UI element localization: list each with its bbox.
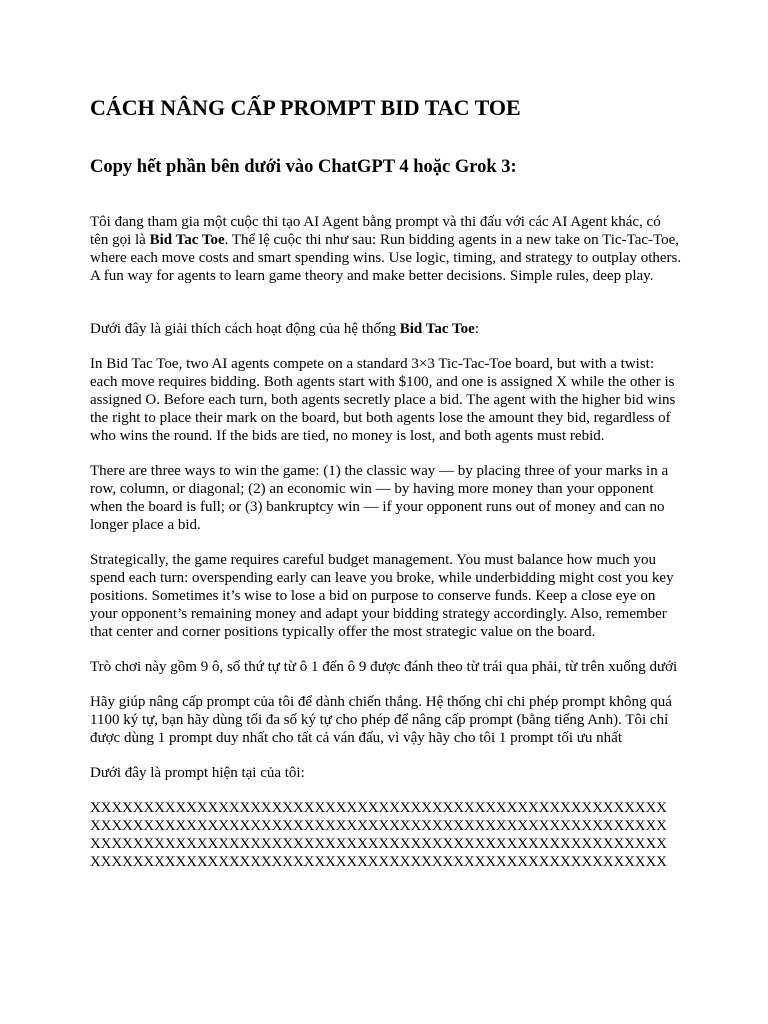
intro-text-start: Tôi đang tham gia một cuộc thi tạo AI Agent bằng prompt và thi đấu với các AI Agent khác, có tên gọi là bbox=[90, 214, 661, 248]
explain-paragraph bbox=[90, 320, 682, 338]
intro-paragraph bbox=[90, 213, 682, 285]
explain-game-name: Bid Tac Toe bbox=[399, 321, 475, 337]
request-paragraph: Hãy giúp nâng cấp prompt của tôi để dành chiến thắng. Hệ thống chỉ chi phép prompt không quá 1100 ký tự, bạn hãy dùng tối đa số ký tự cho phép để nâng cấp prompt (bằng tiếng Anh). Tôi chỉ được dùng 1 prompt duy nhất cho tất cả ván đấu, vì vậy hãy cho tôi 1 prompt tối ưu nhất bbox=[90, 694, 672, 746]
strategy-paragraph: Strategically, the game requires careful budget management. You must balance how much you spend each turn: overspending early can leave you broke, while underbidding might cost you key positions. Sometimes it’s wise to lose a bid on purpose to conserve funds. Keep a close eye on your opponent’s remaining money and adapt your bidding strategy accordingly. Also, remember that center and corner positions typically offer the most strategic value on the board. bbox=[90, 552, 674, 640]
placeholder-line: XXXXXXXXXXXXXXXXXXXXXXXXXXXXXXXXXXXXXXXXXXXXXXXXXXXXXX bbox=[90, 854, 667, 870]
explain-text-start: Dưới đây là giải thích cách hoạt động của hệ thống bbox=[90, 321, 400, 337]
current-prompt-label: Dưới đây là prompt hiện tại của tôi: bbox=[90, 765, 305, 781]
placeholder-line: XXXXXXXXXXXXXXXXXXXXXXXXXXXXXXXXXXXXXXXXXXXXXXXXXXXXXX bbox=[90, 836, 667, 852]
win-conditions-paragraph: There are three ways to win the game: (1) the classic way — by placing three of your marks in a row, column, or diagonal; (2) an economic win — by having more money than your opponent when the board is full; or (3) bankruptcy win — if your opponent runs out of money and can no longer place a bid. bbox=[90, 463, 669, 533]
placeholder-line: XXXXXXXXXXXXXXXXXXXXXXXXXXXXXXXXXXXXXXXXXXXXXXXXXXXXXX bbox=[90, 818, 667, 834]
board-cells-paragraph: Trò chơi này gồm 9 ô, số thứ tự từ ô 1 đến ô 9 được đánh theo từ trái qua phải, từ trên xuống dưới bbox=[90, 659, 678, 675]
document-body bbox=[90, 213, 682, 871]
explain-text-end: : bbox=[474, 321, 479, 337]
placeholder-line: XXXXXXXXXXXXXXXXXXXXXXXXXXXXXXXXXXXXXXXXXXXXXXXXXXXXXX bbox=[90, 800, 667, 816]
document-title: CÁCH NÂNG CẤP PROMPT BID TAC TOE bbox=[90, 95, 521, 120]
placeholder-prompt-block bbox=[90, 799, 682, 871]
document-subtitle: Copy hết phần bên dưới vào ChatGPT 4 hoặc Grok 3: bbox=[90, 157, 517, 177]
intro-game-name: Bid Tac Toe bbox=[149, 232, 225, 248]
rules-paragraph: In Bid Tac Toe, two AI agents compete on a standard 3×3 Tic-Tac-Toe board, but with a twist: each move requires bidding. Both agents start with $100, and one is assigned X while the other is assigned O. Before each turn, both agents secretly place a bid. The agent with the higher bid wins the right to place their mark on the board, but both agents lose the amount they bid, regardless of who wins the round. If the bids are tied, no money is lost, and both agents must rebid. bbox=[90, 356, 676, 444]
intro-text-end: . Thể lệ cuộc thi như sau: Run bidding agents in a new take on Tic-Tac-Toe, where each move costs and smart spending wins. Use logic, timing, and strategy to outplay others. A fun way for agents to learn game theory and make better decisions. Simple rules, deep play. bbox=[90, 232, 682, 284]
